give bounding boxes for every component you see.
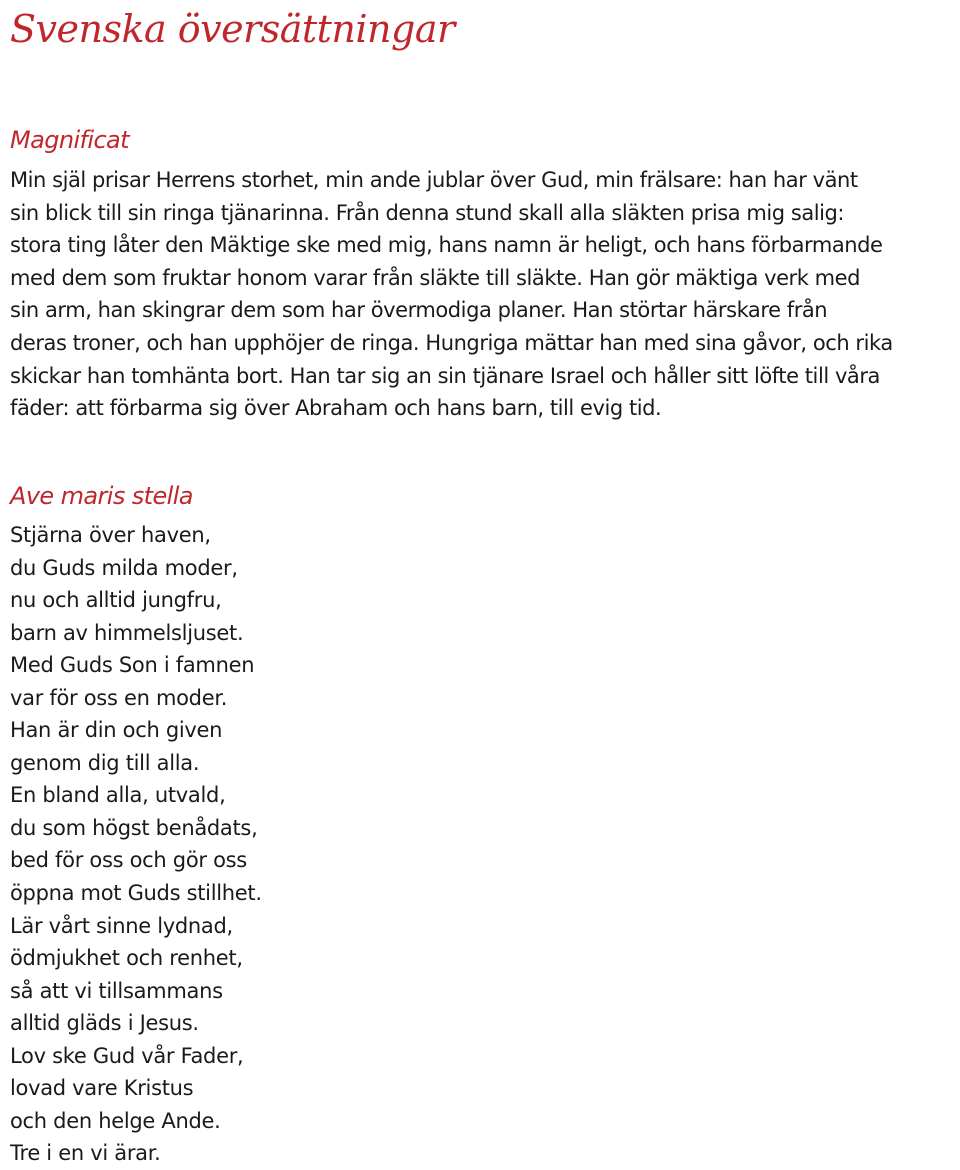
verse-line: barn av himmelsljuset. — [10, 620, 244, 645]
magnificat-line: deras troner, och han upphöjer de ringa. Hungriga mättar han med sina gåvor, och rika — [10, 330, 893, 355]
verse-line: Stjärna över haven, — [10, 523, 211, 547]
verse-line: Tre i en vi ärar. — [10, 1141, 161, 1166]
verse-line: alltid gläds i Jesus. — [10, 1011, 199, 1036]
verse-line: ödmjukhet och renhet, — [10, 946, 243, 971]
verse-line: var för oss en moder. — [10, 685, 228, 710]
verse-line: så att vi tillsammans — [10, 978, 223, 1003]
verse-line: nu och alltid jungfru, — [10, 588, 222, 613]
verse-line: lovad vare Kristus — [10, 1076, 194, 1101]
verse-line: En bland alla, utvald, — [10, 783, 226, 808]
magnificat-heading: Magnificat — [10, 126, 129, 154]
verse-line: du Guds milda moder, — [10, 555, 238, 580]
verse-line: genom dig till alla. — [10, 750, 200, 775]
magnificat-line: fäder: att förbarma sig över Abraham och hans barn, till evig tid. — [10, 396, 662, 421]
verse-line: Med Guds Son i famnen — [10, 653, 255, 678]
verse-line: bed för oss och gör oss — [10, 848, 247, 873]
magnificat-line: sin blick till sin ringa tjänarinna. Från denna stund skall alla släkten prisa mig salig: — [10, 200, 845, 225]
verse-line: du som högst benådats, — [10, 815, 258, 840]
ave-maris-stella-verse — [10, 519, 262, 1170]
verse-line: öppna mot Guds stillhet. — [10, 881, 262, 906]
magnificat-line: sin arm, han skingrar dem som har övermodiga planer. Han störtar härskare från — [10, 298, 828, 323]
verse-line: Han är din och given — [10, 718, 223, 743]
verse-line: och den helge Ande. — [10, 1108, 221, 1133]
verse-line: Lär vårt sinne lydnad, — [10, 913, 233, 938]
magnificat-text — [10, 164, 955, 425]
ave-maris-stella-heading: Ave maris stella — [10, 482, 193, 510]
magnificat-line: Min själ prisar Herrens storhet, min ande jublar över Gud, min frälsare: han har vänt — [10, 168, 858, 192]
magnificat-line: stora ting låter den Mäktige ske med mig, hans namn är heligt, och hans förbarmande — [10, 233, 883, 258]
magnificat-line: med dem som fruktar honom varar från släkte till släkte. Han gör mäktiga verk med — [10, 265, 861, 290]
magnificat-line: skickar han tomhänta bort. Han tar sig an sin tjänare Israel och håller sitt löfte till våra — [10, 363, 880, 388]
verse-line: Lov ske Gud vår Fader, — [10, 1043, 244, 1068]
page-title: Svenska översättningar — [10, 7, 455, 51]
